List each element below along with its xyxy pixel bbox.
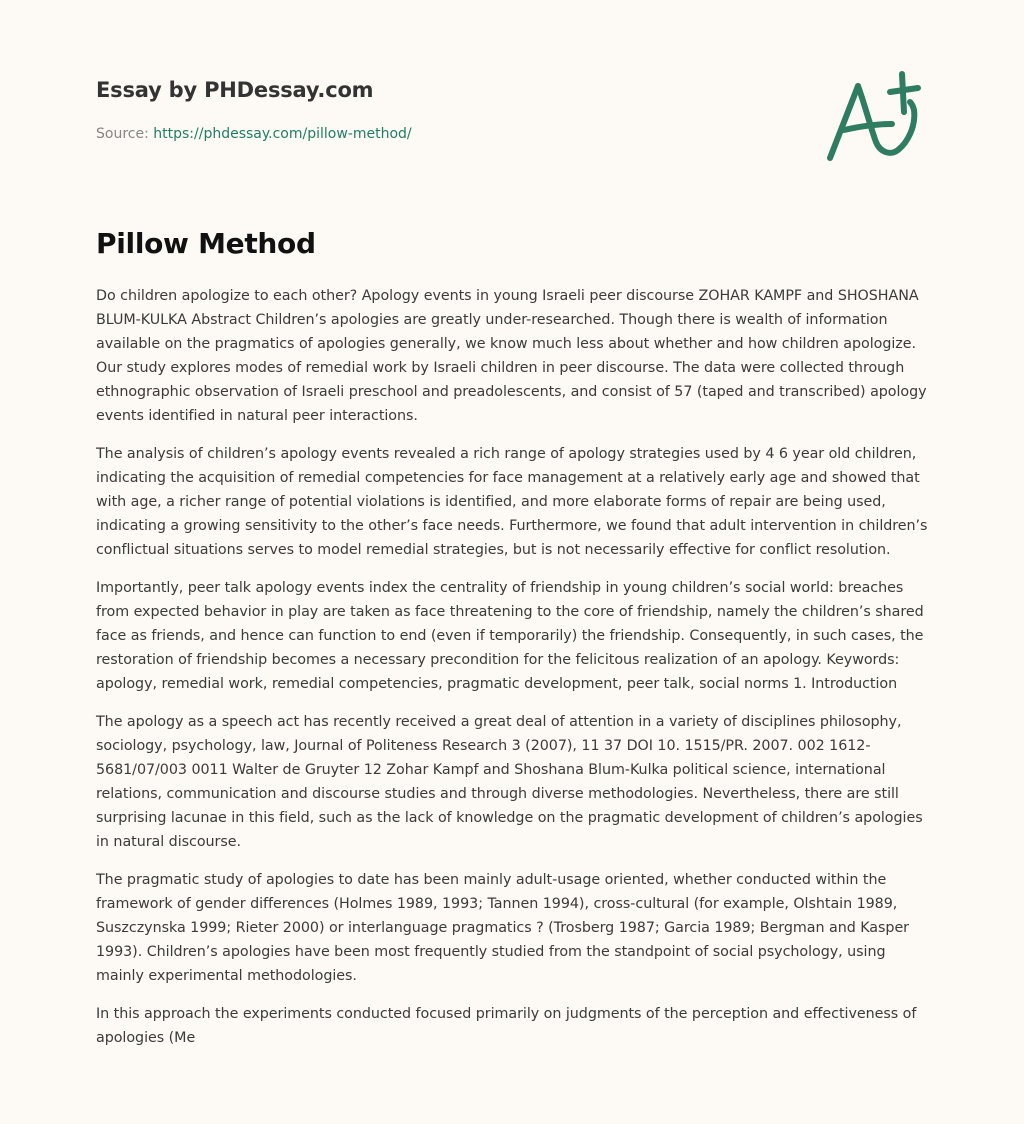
- paragraph: Do children apologize to each other? Apology events in young Israeli peer discourse ZOHAR KAMPF and SHOSHANA BLUM-KULKA Abstract Children’s apologies are greatly under-researched. Though there is wealth of information available on the pragmatics of apologies generally, we know much less about whether and how children apologize. Our study explores modes of remedial work by Israeli children in peer discourse. The data were collected through ethnographic observation of Israeli preschool and preadolescents, and consist of 57 (taped and transcribed) apology events identified in natural peer interactions.: [96, 288, 927, 424]
- source-link[interactable]: https://phdessay.com/pillow-method/: [153, 126, 412, 142]
- paragraph: In this approach the experiments conducted focused primarily on judgments of the perception and effectiveness of apologies (Me: [96, 1006, 917, 1046]
- paragraph: The analysis of children’s apology events revealed a rich range of apology strategies used by 4 6 year old children, indicating the acquisition of remedial competencies for face management at a relatively early age and showed that with age, a richer range of potential violations is identified, and more elaborate forms of repair are being used, indicating a growing sensitivity to the other’s face needs. Furthermore, we found that adult intervention in children’s conflictual situations serves to model remedial strategies, but is not necessarily effective for conflict resolution.: [96, 446, 928, 558]
- article-title: Pillow Method: [96, 227, 316, 260]
- site-brand: Essay by PHDessay.com: [96, 78, 374, 102]
- a-plus-grade-icon: [818, 62, 934, 170]
- paragraph: The apology as a speech act has recently received a great deal of attention in a variety of disciplines philosophy, sociology, psychology, law, Journal of Politeness Research 3 (2007), 11 37 DOI 10. 1515/PR. 2007. 002 1612-5681/07/003 0011 Walter de Gruyter 12 Zohar Kampf and Shoshana Blum-Kulka political science, international relations, communication and discourse studies and through diverse methodologies. Nevertheless, there are still surprising lacunae in this field, such as the lack of knowledge on the pragmatic development of children’s apologies in natural discourse.: [96, 714, 923, 850]
- source-line: [96, 124, 936, 144]
- paragraph: Importantly, peer talk apology events index the centrality of friendship in young children’s social world: breaches from expected behavior in play are taken as face threatening to the core of friendship, namely the children’s shared face as friends, and hence can function to end (even if temporarily) the friendship. Consequently, in such cases, the restoration of friendship becomes a necessary precondition for the felicitous realization of an apology. Keywords: apology, remedial work, remedial competencies, pragmatic development, peer talk, social norms 1. Introduction: [96, 580, 924, 692]
- page-header: [96, 76, 936, 144]
- source-label: Source:: [96, 126, 154, 142]
- paragraph: The pragmatic study of apologies to date has been mainly adult-usage oriented, whether conducted within the framework of gender differences (Holmes 1989, 1993; Tannen 1994), cross-cultural (for example, Olshtain 1989, Suszczynska 1999; Rieter 2000) or interlanguage pragmatics ? (Trosberg 1987; Garcia 1989; Bergman and Kasper 1993). Children’s apologies have been most frequently studied from the standpoint of social psychology, using mainly experimental methodologies.: [96, 872, 910, 984]
- article-body: [96, 284, 932, 1064]
